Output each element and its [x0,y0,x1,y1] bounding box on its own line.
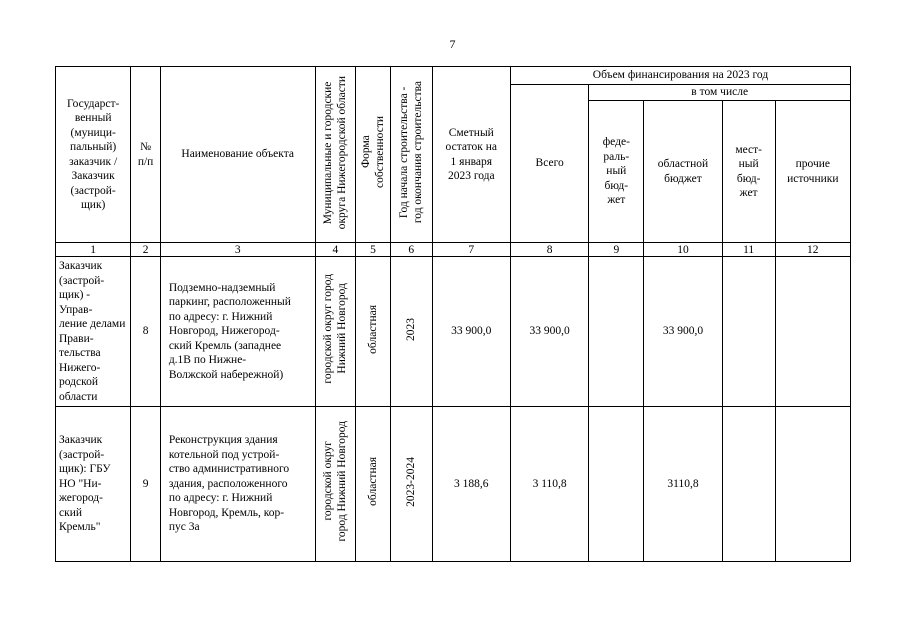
number-cell: 9 [131,407,161,562]
local-cell [722,407,775,562]
column-index: 7 [432,243,510,257]
header-regional: областной бюджет [644,101,722,243]
municipality-cell [315,407,356,562]
header-other: прочие источники [775,101,850,243]
customer-cell: Заказчик (застрой- щик): ГБУ НО "Ни- жегород- ский Кремль" [56,407,131,562]
total-cell: 33 900,0 [510,257,588,407]
total-cell: 3 110,8 [510,407,588,562]
table-row [56,407,851,562]
column-index: 10 [644,243,722,257]
header-row-1 [56,67,851,85]
column-index-row [56,243,851,257]
municipality-cell [315,257,356,407]
column-index: 1 [56,243,131,257]
column-index: 3 [160,243,315,257]
ownership-text: областная [367,304,380,354]
header-local: мест- ный бюд- жет [722,101,775,243]
customer-cell: Заказчик (застрой- щик) - Управ- ление делами Прави- тельства Нижего- родской области [56,257,131,407]
header-ownership: Форма собственности [360,116,387,189]
header-funding-group: Объем финансирования на 2023 год [510,67,850,85]
balance-cell: 3 188,6 [432,407,510,562]
other-cell [775,257,850,407]
header-years: Год начала строительства - год окончания строительства [398,81,425,224]
header-balance: Сметный остаток на 1 января 2023 года [432,67,510,243]
ownership-cell [356,407,391,562]
column-index: 2 [131,243,161,257]
federal-cell [589,257,644,407]
number-cell: 8 [131,257,161,407]
municipality-text: городской округ город Нижний Новгород [322,421,349,542]
header-years-cell [390,67,432,243]
municipality-text: городской округ город Нижний Новгород [322,274,349,385]
other-cell [775,407,850,562]
header-number: № п/п [131,67,161,243]
column-index: 5 [356,243,391,257]
ownership-cell [356,257,391,407]
object-name-cell: Подземно-надземный паркинг, расположенный по адресу: г. Нижний Новгород, Нижегород- ский Кремль (западнее д.1В по Нижне- Волжской набережной) [160,257,315,407]
header-customer: Государст- венный (муници- пальный) заказчик / Заказчик (застрой- щик) [56,67,131,243]
header-municipality-cell [315,67,356,243]
header-federal: феде- раль- ный бюд- жет [589,101,644,243]
column-index: 6 [390,243,432,257]
years-cell [390,407,432,562]
local-cell [722,257,775,407]
object-name-cell: Реконструкция здания котельной под устрой- ство административного здания, расположенного по адресу: г. Нижний Новгород, Кремль, кор- пус 3а [160,407,315,562]
table-row [56,257,851,407]
header-municipality: Муниципальные и городские округа Нижегородской области [322,75,349,229]
column-index: 9 [589,243,644,257]
header-object-name: Наименование объекта [160,67,315,243]
years-cell [390,257,432,407]
column-index: 11 [722,243,775,257]
balance-cell: 33 900,0 [432,257,510,407]
regional-cell: 3110,8 [644,407,722,562]
federal-cell [589,407,644,562]
column-index: 4 [315,243,356,257]
financing-table [55,66,851,562]
years-text: 2023 [405,317,418,341]
column-index: 8 [510,243,588,257]
header-total: Всего [510,85,588,243]
regional-cell: 33 900,0 [644,257,722,407]
page-number: 7 [449,37,456,51]
column-index: 12 [775,243,850,257]
header-including: в том числе [589,85,851,101]
years-text: 2023-2024 [405,456,418,507]
header-ownership-cell [356,67,391,243]
ownership-text: областная [367,457,380,507]
